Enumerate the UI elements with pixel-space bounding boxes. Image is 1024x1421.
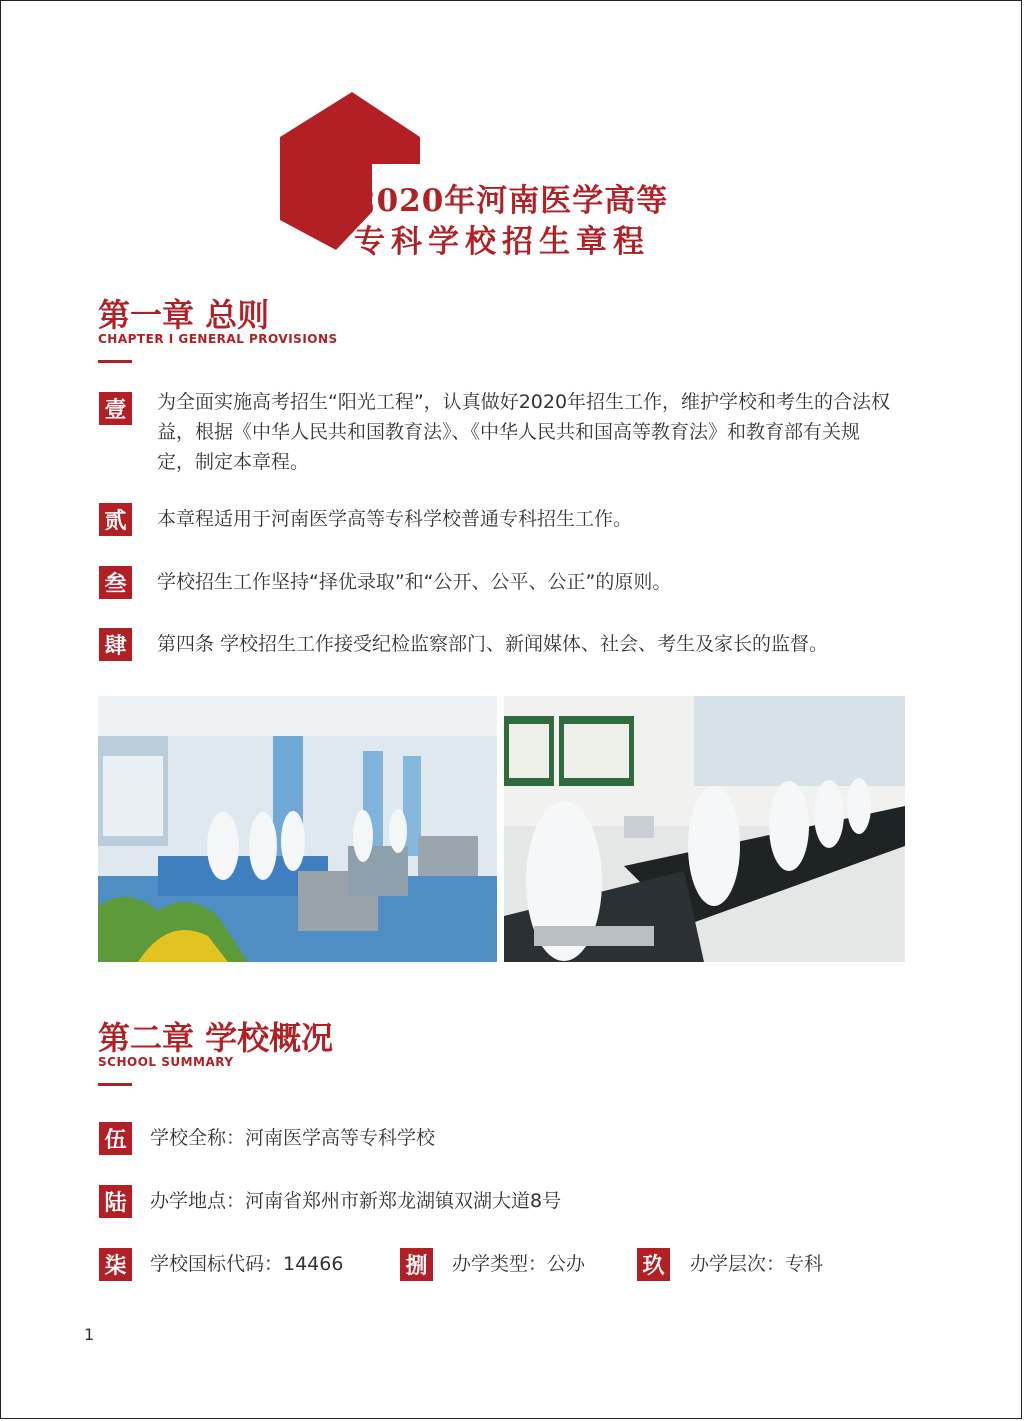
page-number: 1 [84, 1325, 95, 1344]
chapter2-rule [98, 1083, 132, 1086]
chapter2-subtitle: SCHOOL SUMMARY [98, 1055, 234, 1069]
article-badge-9: 玖 [637, 1248, 670, 1281]
article-badge-7: 柒 [99, 1248, 132, 1281]
chapter1-subtitle: CHAPTER I GENERAL PROVISIONS [98, 332, 338, 346]
chapter1-title: 第一章 总则 [98, 296, 270, 334]
article-badge-3: 叁 [99, 566, 132, 599]
school-type: 办学类型：公办 [452, 1253, 586, 1275]
school-code: 学校国标代码：14466 [150, 1253, 344, 1275]
article-text-2: 本章程适用于河南医学高等专科学校普通专科招生工作。 [157, 508, 633, 530]
article-badge-4: 肆 [99, 628, 132, 661]
article-badge-6: 陆 [99, 1185, 132, 1218]
article-badge-8: 捌 [400, 1248, 433, 1281]
article-badge-2: 贰 [99, 503, 132, 536]
article-text-4: 第四条 学校招生工作接受纪检监察部门、新闻媒体、社会、考生及家长的监督。 [157, 633, 829, 655]
article-text-3: 学校招生工作坚持“择优录取”和“公开、公平、公正”的原则。 [157, 571, 672, 593]
article-text-1: 为全面实施高考招生“阳光工程”，认真做好2020年招生工作，维护学校和考生的合法权益，根据《中华人民共和国教育法》、《中华人民共和国高等教育法》和教育部有关规定，制定本章程。 [157, 391, 891, 473]
school-address: 办学地点：河南省郑州市新郑龙湖镇双湖大道8号 [150, 1190, 562, 1212]
school-level: 办学层次：专科 [690, 1253, 824, 1275]
page-title-line1: 2020年河南医学高等 [354, 183, 669, 219]
article-badge-1: 壹 [99, 392, 132, 425]
page-title-line2: 专科学校招生章程 [354, 224, 650, 260]
chapter2-title: 第二章 学校概况 [98, 1019, 334, 1057]
lab-training-photo [504, 696, 905, 962]
ward-training-photo [98, 696, 497, 962]
school-full-name: 学校全称：河南医学高等专科学校 [150, 1127, 436, 1149]
chapter1-rule [98, 360, 132, 363]
article-badge-5: 伍 [99, 1122, 132, 1155]
